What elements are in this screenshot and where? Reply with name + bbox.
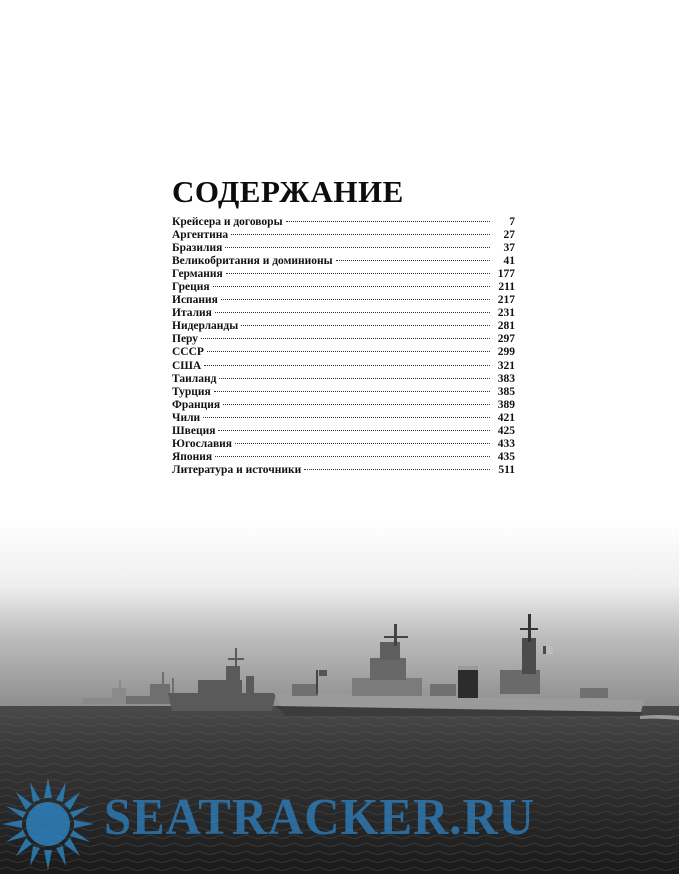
toc-entry-label: США bbox=[172, 359, 202, 372]
toc-entry[interactable] bbox=[172, 386, 515, 399]
toc-entry-page: 41 bbox=[503, 255, 515, 268]
toc-entry[interactable] bbox=[172, 229, 515, 242]
toc-entry-page: 435 bbox=[497, 450, 515, 463]
table-of-contents bbox=[172, 216, 515, 477]
toc-entry-page: 37 bbox=[503, 242, 515, 255]
toc-entry-label: Италия bbox=[172, 307, 212, 320]
toc-entry-page: 299 bbox=[497, 346, 515, 359]
dot-leader bbox=[226, 273, 490, 274]
toc-entry-page: 383 bbox=[497, 372, 515, 385]
toc-entry-page: 281 bbox=[497, 320, 515, 333]
toc-entry-label: Германия bbox=[172, 268, 223, 281]
dot-leader bbox=[215, 456, 490, 457]
dot-leader bbox=[207, 351, 490, 352]
dot-leader bbox=[223, 404, 490, 405]
toc-entry[interactable] bbox=[172, 255, 515, 268]
dot-leader bbox=[204, 365, 490, 366]
toc-entry[interactable] bbox=[172, 412, 515, 425]
watermark-text: SEATRACKER.RU bbox=[104, 789, 535, 846]
toc-entry-label: Таиланд bbox=[172, 372, 217, 385]
toc-entry[interactable] bbox=[172, 320, 515, 333]
toc-entry[interactable] bbox=[172, 242, 515, 255]
toc-entry-page: 385 bbox=[497, 385, 515, 398]
dot-leader bbox=[219, 378, 490, 379]
toc-entry-label: Чили bbox=[172, 411, 201, 424]
toc-entry[interactable] bbox=[172, 216, 515, 229]
toc-entry[interactable] bbox=[172, 451, 515, 464]
dot-leader bbox=[203, 417, 490, 418]
dot-leader bbox=[213, 286, 490, 287]
dot-leader bbox=[201, 338, 490, 339]
toc-entry[interactable] bbox=[172, 294, 515, 307]
toc-entry[interactable] bbox=[172, 281, 515, 294]
toc-entry-page: 421 bbox=[497, 411, 515, 424]
toc-entry-label: Литература и источники bbox=[172, 463, 302, 476]
page-title: СОДЕРЖАНИЕ bbox=[172, 174, 404, 209]
toc-entry-page: 7 bbox=[509, 216, 515, 228]
toc-entry-page: 389 bbox=[497, 398, 515, 411]
toc-entry[interactable] bbox=[172, 438, 515, 451]
dot-leader bbox=[215, 312, 490, 313]
toc-entry-label: Перу bbox=[172, 333, 199, 346]
toc-entry[interactable] bbox=[172, 464, 515, 477]
toc-entry[interactable] bbox=[172, 360, 515, 373]
dot-leader bbox=[286, 221, 490, 222]
toc-entry-label: Югославия bbox=[172, 437, 232, 450]
toc-entry-page: 177 bbox=[497, 268, 515, 281]
toc-entry[interactable] bbox=[172, 333, 515, 346]
toc-entry[interactable] bbox=[172, 307, 515, 320]
toc-entry-label: Крейсера и договоры bbox=[172, 216, 283, 228]
toc-entry-page: 27 bbox=[503, 229, 515, 242]
toc-entry-page: 217 bbox=[497, 294, 515, 307]
dot-leader bbox=[304, 469, 490, 470]
toc-entry-page: 433 bbox=[497, 437, 515, 450]
toc-entry-page: 231 bbox=[497, 307, 515, 320]
toc-entry-label: Великобритания и доминионы bbox=[172, 255, 333, 268]
dot-leader bbox=[336, 260, 490, 261]
toc-entry-page: 511 bbox=[498, 463, 515, 476]
dot-leader bbox=[214, 391, 490, 392]
toc-entry-page: 425 bbox=[497, 424, 515, 437]
dot-leader bbox=[241, 325, 490, 326]
toc-entry-label: Швеция bbox=[172, 424, 216, 437]
toc-entry-page: 297 bbox=[497, 333, 515, 346]
toc-entry-label: Аргентина bbox=[172, 229, 229, 242]
toc-entry[interactable] bbox=[172, 399, 515, 412]
toc-entry-label: СССР bbox=[172, 346, 204, 359]
toc-entry[interactable] bbox=[172, 268, 515, 281]
toc-entry[interactable] bbox=[172, 373, 515, 386]
toc-entry[interactable] bbox=[172, 346, 515, 359]
toc-entry-label: Турция bbox=[172, 385, 211, 398]
dot-leader bbox=[221, 299, 490, 300]
dot-leader bbox=[231, 234, 490, 235]
toc-entry-page: 211 bbox=[498, 281, 515, 294]
sun-logo-icon bbox=[0, 772, 110, 874]
toc-entry-label: Испания bbox=[172, 294, 218, 307]
toc-entry-label: Греция bbox=[172, 281, 210, 294]
toc-entry-label: Нидерланды bbox=[172, 320, 239, 333]
dot-leader bbox=[218, 430, 490, 431]
toc-entry[interactable] bbox=[172, 425, 515, 438]
dot-leader bbox=[235, 443, 490, 444]
toc-entry-page: 321 bbox=[497, 359, 515, 372]
dot-leader bbox=[225, 247, 490, 248]
toc-entry-label: Франция bbox=[172, 398, 221, 411]
toc-entry-label: Бразилия bbox=[172, 242, 223, 255]
toc-entry-label: Япония bbox=[172, 450, 213, 463]
